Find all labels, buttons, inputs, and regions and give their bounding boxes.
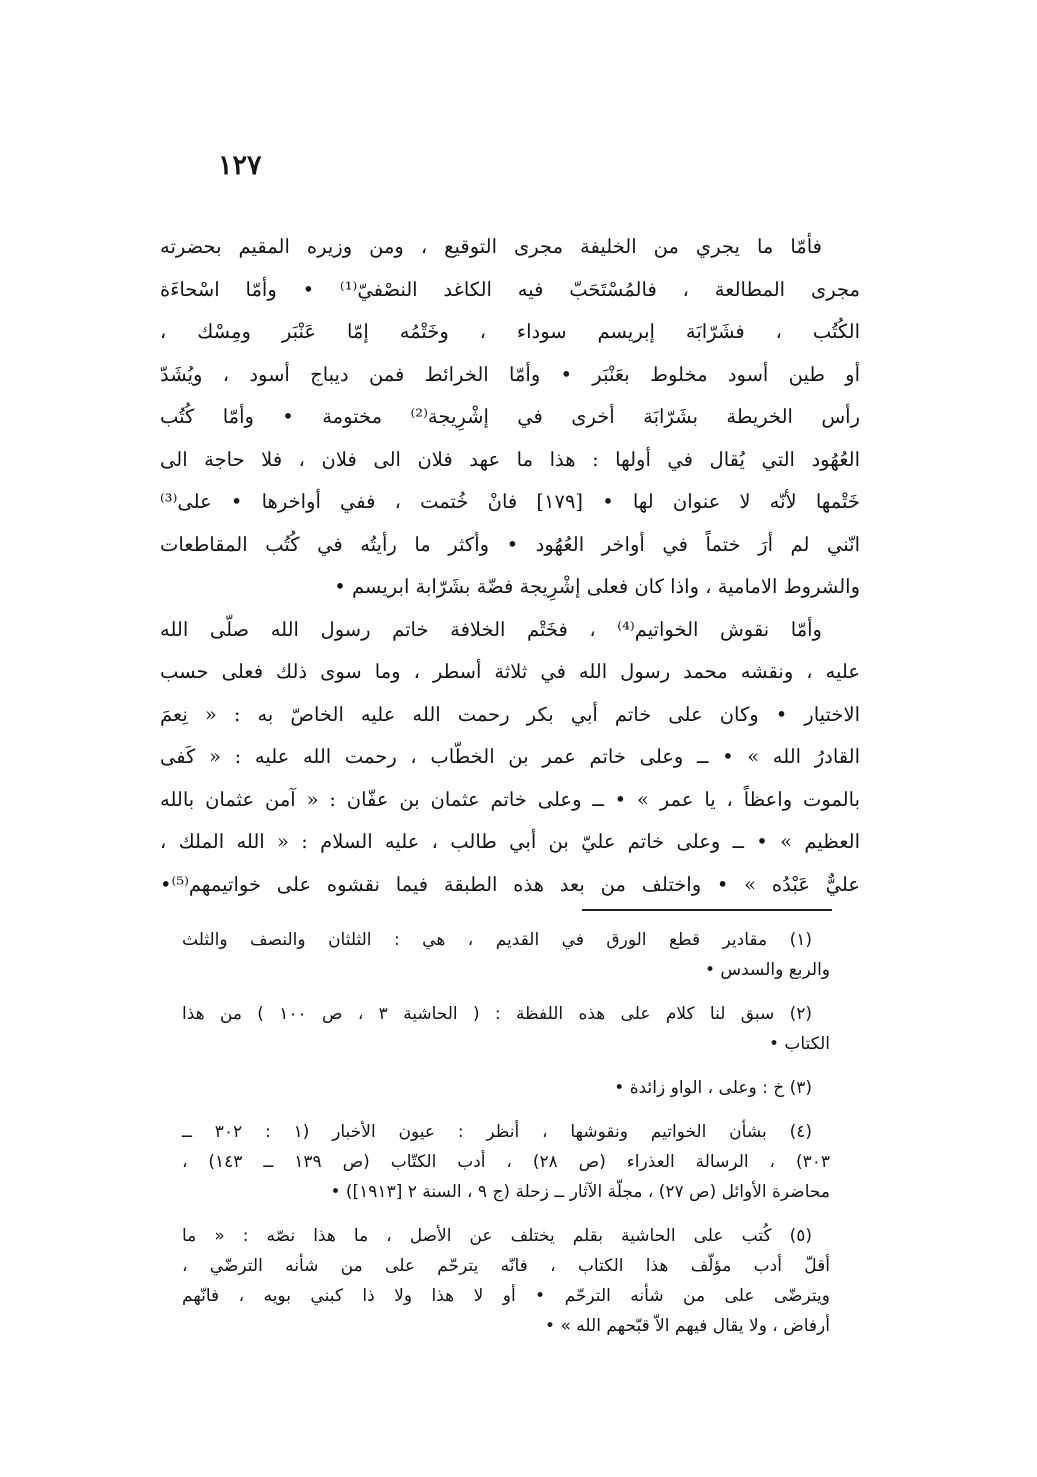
text-line: العُهُود التي يُقال في أولها : هذا ما عهد فلان الى فلان ، فلا حاجة الى xyxy=(160,447,860,471)
footnote-divider xyxy=(582,909,832,911)
footnote-line: (٢) سبق لنا كلام على هذه اللفظة : ( الحاشية ٣ ، ص ١٠٠ ) من هذا xyxy=(182,1004,812,1024)
text-line: خَتْمها لأنّه لا عنوان لها • [١٧٩] فانْ خُتمت ، ففي أواخرها • على⁽³⁾ xyxy=(160,490,860,513)
footnote-line: (٤) بشأن الخواتيم ونقوشها ، أنظر : عيون الأخبار (١ : ٣٠٢ ــ xyxy=(182,1122,812,1142)
footnote-5 xyxy=(182,1221,830,1341)
text-line: الكُتُب ، فشَرّابَة إبريسم سوداء ، وخَتْمُه إمّا عَنْبَر ومِسْك ، xyxy=(160,320,860,343)
footnote-2 xyxy=(182,999,830,1059)
footnote-line: محاضرة الأوائل (ص ٢٧) ، مجلّة الآثار ــ زحلة (ج ٩ ، السنة ٢ [١٩١٣]) • xyxy=(330,1182,830,1202)
text-line: الاختيار • وكان على خاتم أبي بكر رحمت الله عليه الخاصّ به : « نِعمَ xyxy=(160,702,860,726)
footnote-1 xyxy=(182,925,830,985)
footnote-line: ويترضّى على من شأنه الترحّم • أو لا هذا ولا ذا كبني بويه ، فانّهم xyxy=(182,1286,830,1306)
text-line: مجرى المطالعة ، فالمُسْتَحَبّ فيه الكاغد النصْفي‌ّ⁽¹⁾ • وأمّا اسْحاءَة xyxy=(160,277,860,301)
text-line: أو طين أسود مخلوط بعَنْبَر • وأمّا الخرائط فمن ديباج أسود ، ويُشَدّ xyxy=(160,362,860,386)
footnote-line: (٣) خ : وعلى ، الواو زائدة • xyxy=(614,1078,812,1098)
footnotes xyxy=(182,925,830,1355)
text-line: انّني لم أرَ ختماً في أواخر العُهُود • وأكثر ما رأيتُه في كُتُب المقاطعات xyxy=(160,532,860,556)
footnote-line: ٣٠٣) ، الرسالة العذراء (ص ٢٨) ، أدب الكتّاب (ص ١٣٩ ــ ١٤٣) ، xyxy=(182,1152,831,1172)
page-number: ١٢٧ xyxy=(218,150,262,181)
text-line: العظيم » • ــ وعلى خاتم عليّ بن أبي طالب ، عليه السلام : « الله الملك ، xyxy=(160,830,860,853)
text-line: وأمّا نقوش الخواتيم⁽⁴⁾ ، فخَتْم الخلافة خاتم رسول الله صلّى الله xyxy=(160,617,822,641)
footnote-line: (٥) كُتب على الحاشية بقلم يختلف عن الأصل ، ما هذا نصّه : « ما xyxy=(182,1226,812,1246)
main-text xyxy=(160,226,860,906)
text-line: القادرُ الله » • ــ وعلى خاتم عمر بن الخطّاب ، رحمت الله عليه : « كَفى xyxy=(160,745,860,768)
text-line: والشروط الامامية ، واذا كان فعلى إشْرِيجة فضّة بشَرّابة ابريسم • xyxy=(334,575,860,598)
footnote-line: أقلّ أدب مؤلّف هذا الكتاب ، فانّه يترحّم على من شأنه الترضّي ، xyxy=(182,1256,830,1276)
footnote-3 xyxy=(182,1073,830,1103)
text-line: فأمّا ما يجري من الخليفة مجرى التوقيع ، ومن وزيره المقيم بحضرته xyxy=(160,235,822,258)
text-line: عليٌّ عَبْدُه » • واختلف من بعد هذه الطبقة فيما نقشوه على خواتيمهم⁽⁵⁾• xyxy=(160,872,860,896)
footnote-line: والربع والسدس • xyxy=(704,960,830,980)
footnote-line: (١) مقادير قطع الورق في القديم ، هي : الثلثان والنصف والثلث xyxy=(182,930,812,950)
text-line: رأس الخريطة بشَرّابَة أخرى في إشْرِيجة⁽²⁾ مختومة • وأمّا كُتُب xyxy=(160,405,860,428)
footnote-line: أرفاض ، ولا يقال فيهم الاّ قبّحهم الله » • xyxy=(545,1316,830,1336)
footnote-line: الكتاب • xyxy=(768,1034,830,1054)
text-line: عليه ، ونقشه محمد رسول الله في ثلاثة أسطر ، وما سوى ذلك فعلى حسب xyxy=(160,660,860,683)
text-line: بالموت واعظاً ، يا عمر » • ــ وعلى خاتم عثمان بن عفّان : « آمن عثمان بالله xyxy=(160,787,860,811)
footnote-4 xyxy=(182,1117,830,1207)
